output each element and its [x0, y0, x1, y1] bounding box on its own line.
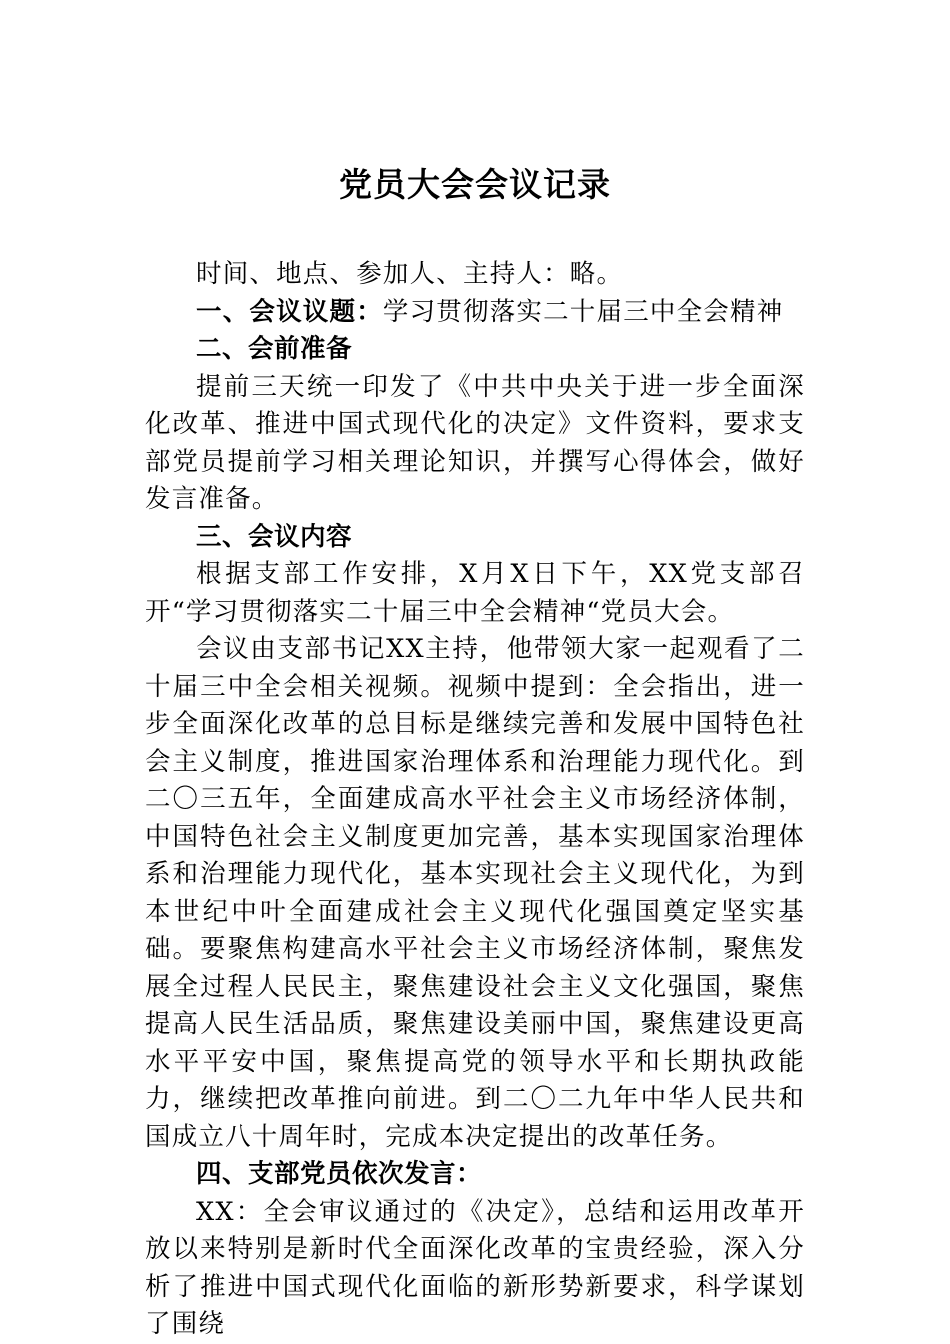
meeting-topic — [145, 294, 805, 332]
meeting-topic-label: 一、会议议题： — [196, 296, 383, 327]
section-heading-preparation: 二、会前准备 — [196, 334, 353, 364]
document-body — [145, 256, 805, 1344]
content-paragraph-1: 根据支部工作安排，X月X日下午，XX党支部召开“学习贯彻落实二十届三中全会精神“党员大会。 — [145, 559, 805, 627]
meeting-topic-text: 学习贯彻落实二十届三中全会精神 — [382, 296, 784, 327]
section-heading-speeches: 四、支部党员依次发言： — [196, 1159, 483, 1189]
document-page — [145, 0, 805, 1344]
content-paragraph-2: 会议由支部书记XX主持，他带领大家一起观看了二十届三中全会相关视频。视频中提到：全会指出，进一步全面深化改革的总目标是继续完善和发展中国特色社会主义制度，推进国家治理体系和治理能力现代化。到二〇三五年，全面建成高水平社会主义市场经济体制，中国特色社会主义制度更加完善，基本实现国家治理体系和治理能力现代化，基本实现社会主义现代化，为到本世纪中叶全面建成社会主义现代化强国奠定坚实基础。要聚焦构建高水平社会主义市场经济体制，聚焦发展全过程人民民主，聚焦建设社会主义文化强国，聚焦提高人民生活品质，聚焦建设美丽中国，聚焦建设更高水平平安中国，聚焦提高党的领导水平和长期执政能力，继续把改革推向前进。到二〇二九年中华人民共和国成立八十周年时，完成本决定提出的改革任务。 — [145, 634, 805, 1152]
meeting-info-line: 时间、地点、参加人、主持人：略。 — [196, 259, 624, 289]
section-heading-content: 三、会议内容 — [196, 521, 353, 552]
speech-paragraph-1: XX：全会审议通过的《决定》，总结和运用改革开放以来特别是新时代全面深化改革的宝贵经验，深入分析了推进中国式现代化面临的新形势新要求，科学谋划了围绕 — [145, 1196, 805, 1339]
document-title: 党员大会会议记录 — [339, 165, 611, 204]
preparation-paragraph: 提前三天统一印发了《中共中央关于进一步全面深化改革、推进中国式现代化的决定》文件资料，要求支部党员提前学习相关理论知识，并撰写心得体会，做好发言准备。 — [145, 371, 805, 514]
